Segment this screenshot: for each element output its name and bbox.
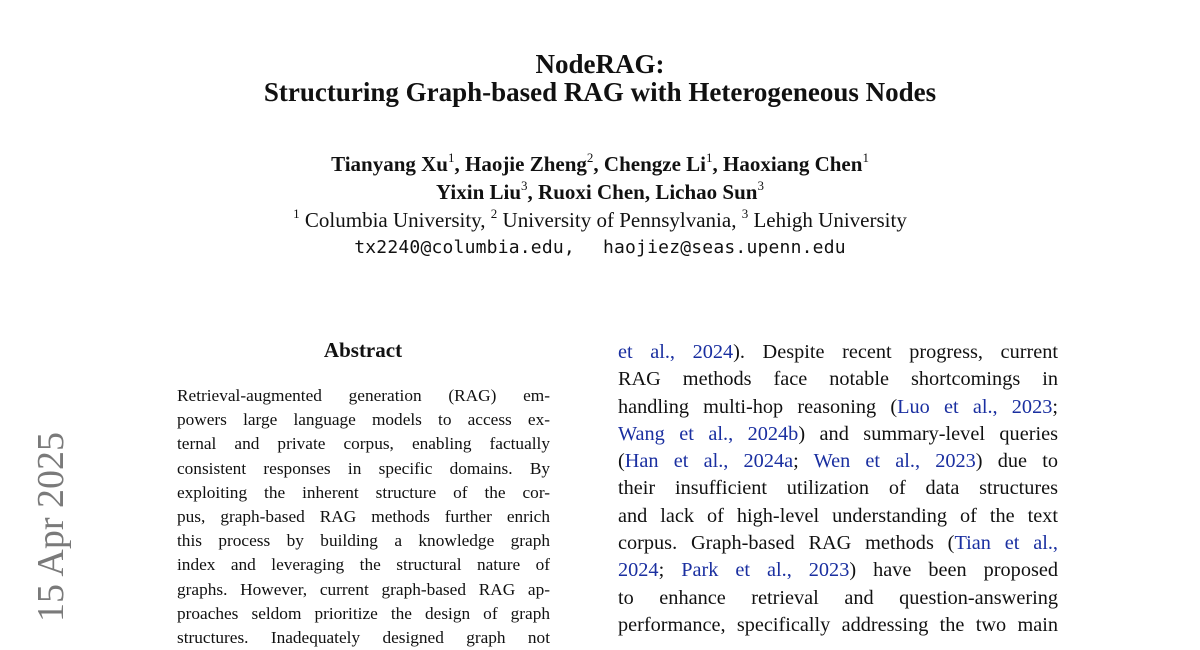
citation-link[interactable]: Park et al., 2023 xyxy=(681,559,850,582)
author-affiliation-mark: 1 xyxy=(862,150,869,165)
intro-line xyxy=(618,339,1058,366)
intro-line xyxy=(618,394,1058,421)
intro-text: ( xyxy=(618,450,625,473)
affiliation-name: University of Pennsylvania xyxy=(502,208,732,232)
affiliation-mark: 3 xyxy=(741,206,749,221)
abstract-line: this process by building a knowledge graph xyxy=(177,531,550,551)
intro-text: RAG methods face notable shortcomings in xyxy=(618,368,1058,391)
abstract-body xyxy=(177,384,550,650)
intro-text: their insufficient utilization of data structures xyxy=(618,477,1058,500)
intro-text: to enhance retrieval and question-answering xyxy=(618,586,1058,609)
intro-text: ; xyxy=(1052,395,1058,418)
intro-text: ) and summary-level queries xyxy=(798,422,1058,445)
author-name: Haojie Zheng xyxy=(464,152,587,176)
abstract-line: pus, graph-based RAG methods further enrich xyxy=(177,507,550,527)
author-name: Chengze Li xyxy=(603,152,706,176)
affiliation-mark: 1 xyxy=(293,206,300,221)
abstract-line: ternal and private corpus, enabling factually xyxy=(177,434,550,454)
intro-text: ). Despite recent progress, current xyxy=(733,341,1058,363)
author-affiliation-mark: 1 xyxy=(705,150,713,165)
intro-text: ; xyxy=(793,450,814,473)
affiliation-name: Lehigh University xyxy=(753,208,907,232)
abstract-line: consistent responses in specific domains. By xyxy=(177,458,550,478)
intro-line xyxy=(618,503,1058,530)
intro-text: ) have been proposed xyxy=(849,559,1058,582)
intro-text: ) due to xyxy=(975,450,1058,473)
affiliation-name: Columbia University xyxy=(304,208,481,232)
citation-link[interactable]: 2024 xyxy=(618,559,659,582)
title-line-2: Structuring Graph-based RAG with Heterogeneous Nodes xyxy=(263,77,937,107)
abstract-line: graphs. However, current graph-based RAG ap- xyxy=(177,579,550,599)
intro-line xyxy=(618,421,1058,448)
author-name: Lichao Sun xyxy=(655,180,758,204)
author-affiliation-mark: 2 xyxy=(586,150,594,165)
citation-link[interactable]: et al., 2024 xyxy=(618,341,734,363)
intro-line xyxy=(618,530,1058,557)
author-name: Ruoxi Chen xyxy=(538,180,645,204)
abstract-line: powers large language models to access ex- xyxy=(177,410,550,430)
author-name: Haoxiang Chen xyxy=(722,152,863,176)
citation-link[interactable]: Wang et al., 2024b xyxy=(618,422,799,445)
title-line-1: NodeRAG: xyxy=(535,49,665,79)
author-block xyxy=(0,150,1200,262)
author-row-2: Yixin Liu$^3$, Ruoxi Chen, Lichao Sun$^3$ xyxy=(436,178,764,204)
citation-link[interactable]: Han et al., 2024a xyxy=(624,450,794,473)
abstract-line: Retrieval-augmented generation (RAG) em- xyxy=(177,386,550,405)
introduction-text xyxy=(618,339,1058,639)
abstract-line: structures. Inadequately designed graph not xyxy=(177,628,550,648)
author-name: Yixin Liu xyxy=(436,180,522,204)
author-affiliation-mark: 1 xyxy=(447,150,455,165)
affiliation-mark: 2 xyxy=(490,206,498,221)
intro-line xyxy=(618,475,1058,502)
intro-text: corpus. Graph-based RAG methods ( xyxy=(618,532,955,555)
author-name: Tianyang Xu xyxy=(331,152,448,176)
author-affiliation-mark: 3 xyxy=(757,178,764,193)
intro-text: handling multi-hop reasoning ( xyxy=(618,395,898,418)
intro-text: and lack of high-level understanding of the text xyxy=(618,504,1058,527)
abstract-line: exploiting the inherent structure of the cor- xyxy=(177,482,550,502)
author-email: haojiez@seas.upenn.edu xyxy=(602,237,846,258)
abstract-line: index and leveraging the structural nature of xyxy=(177,555,550,575)
abstract-heading: Abstract xyxy=(323,338,403,362)
intro-line xyxy=(618,585,1058,612)
intro-line xyxy=(618,448,1058,475)
citation-link[interactable]: Tian et al., xyxy=(954,532,1058,555)
author-emails xyxy=(0,234,1200,262)
author-row-1: Tianyang Xu$^1$, Haojie Zheng$^2$, Chengze Li$^1$, Haoxiang Chen$^1$ xyxy=(331,150,869,176)
abstract-line: proaches seldom prioritize the design of graph xyxy=(177,603,550,623)
affiliations: $^1$ Columbia University, $^2$ University of Pennsylvania, $^3$ Lehigh University xyxy=(293,206,907,232)
intro-text: performance, specifically addressing the two main xyxy=(618,613,1058,636)
intro-line xyxy=(618,612,1058,639)
intro-line xyxy=(618,557,1058,584)
intro-text: ; xyxy=(658,559,682,582)
paper-title xyxy=(0,50,1200,106)
arxiv-date-stamp: 15 Apr 2025 xyxy=(30,432,72,622)
author-affiliation-mark: 3 xyxy=(521,178,528,193)
citation-link[interactable]: Wen et al., 2023 xyxy=(813,450,976,473)
citation-link[interactable]: Luo et al., 2023 xyxy=(897,395,1053,418)
intro-line xyxy=(618,366,1058,393)
author-email: tx2240@columbia.edu, xyxy=(354,237,575,258)
